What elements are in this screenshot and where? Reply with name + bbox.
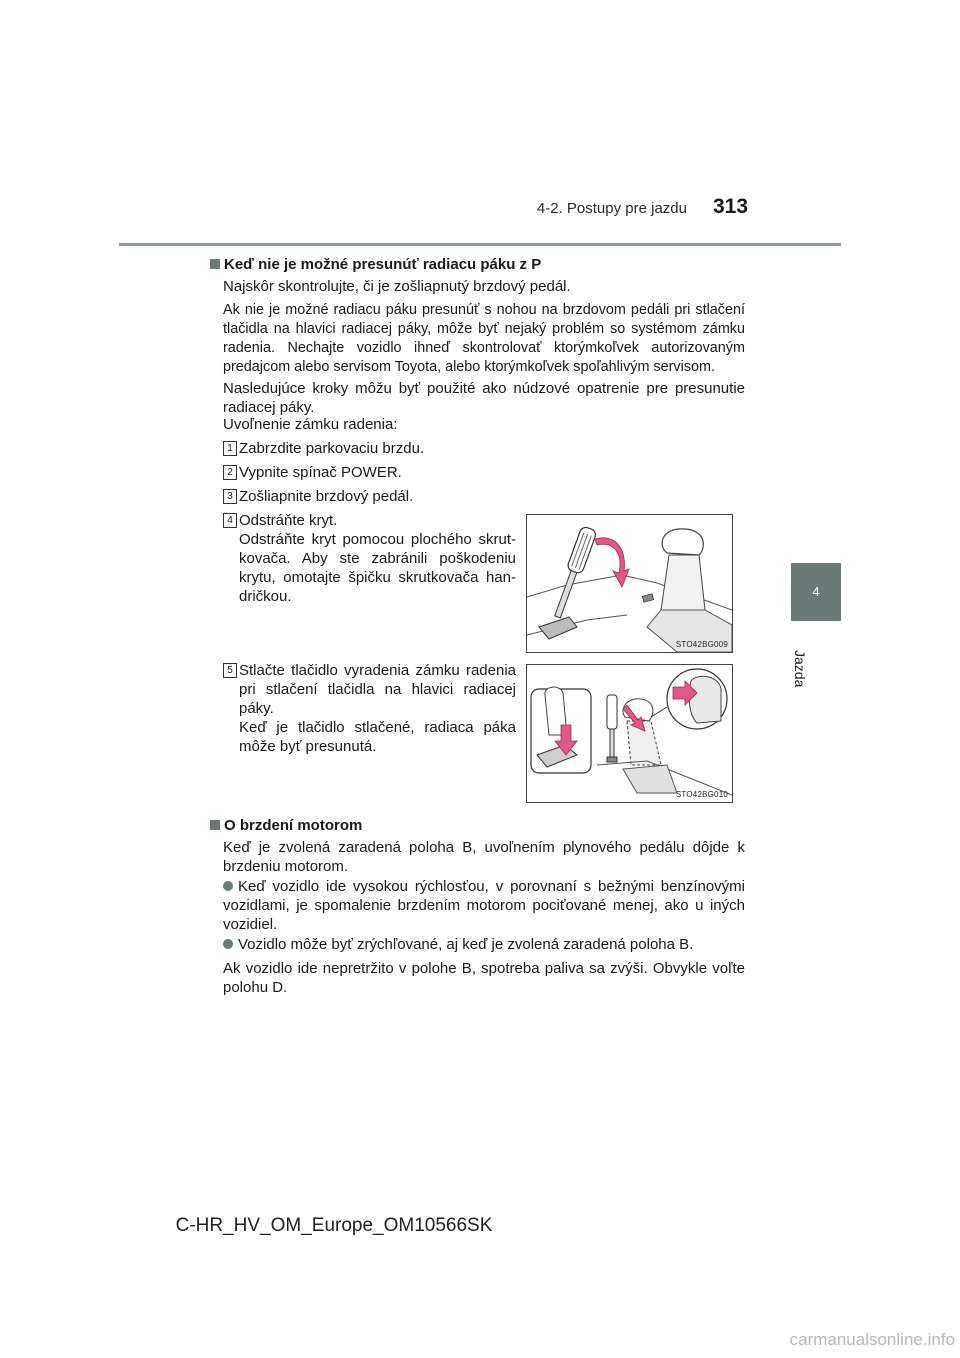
step-number-box: 2: [223, 465, 237, 480]
figure-release-button: [526, 664, 733, 803]
section-heading-shift-lock: [210, 255, 750, 274]
step-number-box: 4: [223, 513, 237, 528]
bullet-item: [223, 935, 745, 954]
paragraph: Ak vozidlo ide nepretržito v polohe B, spotreba paliva sa zvýši. Obvykle voľte polohu D.: [223, 960, 745, 996]
header-divider: [119, 243, 841, 246]
paragraph: Najskôr skontrolujte, či je zošliapnutý brzdový pedál.: [223, 278, 571, 295]
chapter-tab: 4: [791, 563, 841, 621]
chapter-label: [760, 630, 840, 688]
illustration-shift-lock-release: [527, 665, 732, 802]
step-number-box: 5: [223, 663, 237, 678]
section-title: 4-2. Postupy pre jazdu: [536, 200, 687, 217]
heading-text: Keď nie je možné presunúť radiacu páku z P: [224, 256, 542, 273]
figure-code: STO42BG010: [675, 790, 728, 799]
heading-text: O brzdení motorom: [224, 817, 363, 834]
step-detail: Odstráňte kryt pomocou plochého skrutkovača. Aby ste zabránili poškodeniu krytu, omotajte špičku skrutkovača handričkou.: [239, 531, 516, 605]
step-text: Zabrzdite parkovaciu brzdu.: [239, 440, 425, 457]
paragraph: Keď je zvolená zaradená poloha B, uvoľnením plynového pedálu dôjde k brzdeniu motorom.: [223, 839, 745, 875]
step-text: Odstráňte kryt.: [239, 512, 338, 529]
step-text: Stlačte tlačidlo vyradenia zámku radenia pri stlačení tlačidla na hlavici radiacej páky.: [239, 662, 516, 717]
bullet-text: Vozidlo môže byť zrýchľované, aj keď je zvolená zaradená poloha B.: [238, 936, 694, 953]
bullet-item: [223, 877, 745, 934]
page-number: 313: [713, 195, 749, 218]
bullet-dot-icon: [223, 881, 233, 891]
paragraph: Ak nie je možné radiacu páku presunúť s nohou na brzdovom pedáli pri stlačení tlačidla na hlavici radiacej páky, môže byť nejaký problém so systémom zámku radenia. Nechajte vozidlo ihneď skontrolovať ktorýmkoľvek autorizovaným predajcom alebo servisom Toyota, alebo ktorýmkoľvek spoľahlivým servisom.: [223, 302, 745, 375]
step-text: Vypnite spínač POWER.: [239, 464, 402, 481]
step-number-box: 1: [223, 441, 237, 456]
square-bullet-icon: [210, 820, 220, 830]
section-heading-engine-braking: [210, 816, 750, 835]
bullet-text: Keď vozidlo ide vysokou rýchlosťou, v porovnaní s bežnými benzínovými vozidlami, je spomalenie brzdením motorom pociťované menej, ako u iných vozidiel.: [223, 878, 745, 933]
watermark: carmanualsonline.info: [789, 1330, 955, 1349]
square-bullet-icon: [210, 259, 220, 269]
chapter-label-text: Jazda: [792, 650, 808, 688]
step-detail: Keď je tlačidlo stlačené, radiaca páka môže byť presunutá.: [239, 719, 516, 755]
paragraph: Nasledujúce kroky môžu byť použité ako núdzové opatrenie pre presunutie radiacej páky.: [223, 380, 745, 416]
bullet-dot-icon: [223, 939, 233, 949]
step-text: Zošliapnite brzdový pedál.: [239, 488, 414, 505]
document-id: C-HR_HV_OM_Europe_OM10566SK: [175, 1215, 493, 1236]
figure-remove-cover: [526, 514, 733, 653]
figure-code: STO42BG009: [675, 640, 728, 649]
paragraph: Uvoľnenie zámku radenia:: [223, 416, 398, 433]
illustration-screwdriver-cover: [527, 515, 732, 652]
step-number-box: 3: [223, 489, 237, 504]
